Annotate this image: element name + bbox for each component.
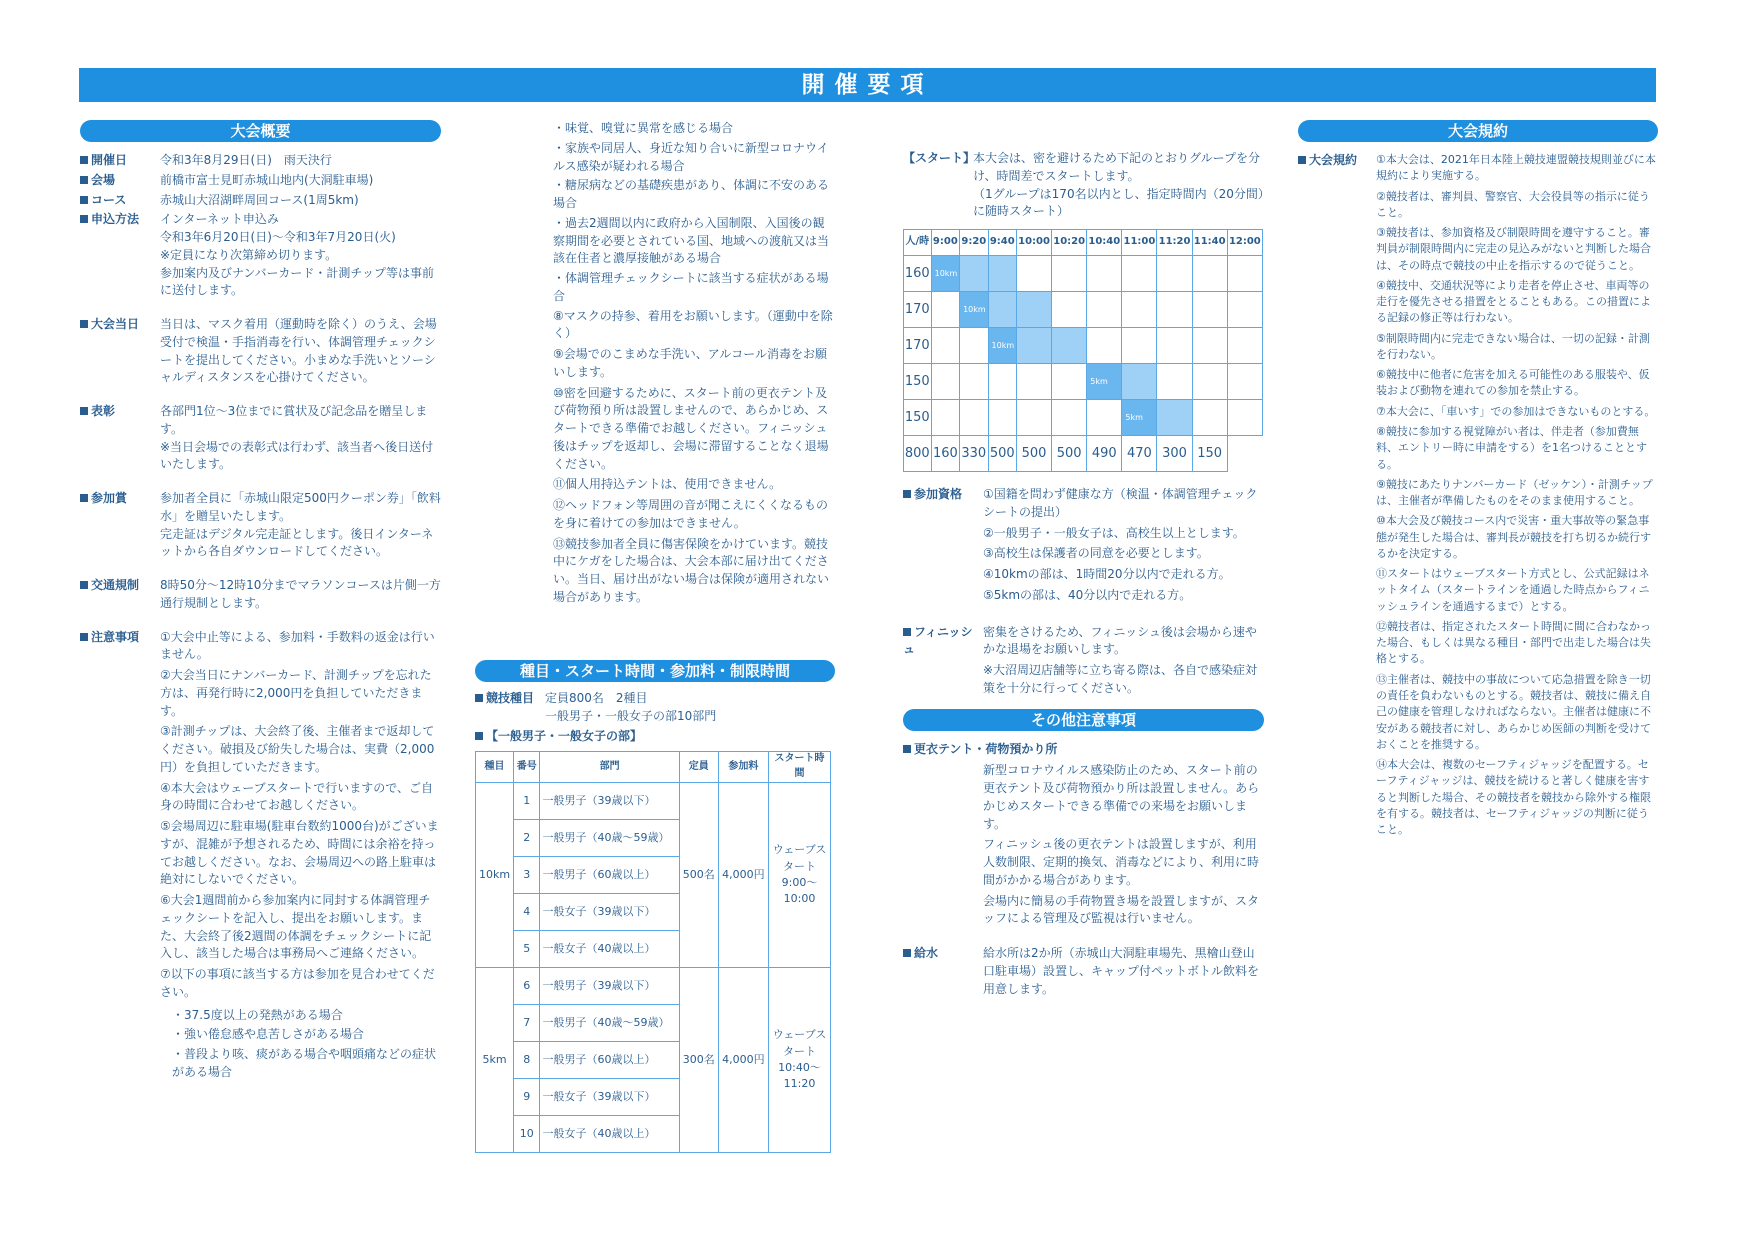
events-table (475, 751, 831, 1153)
schedule-slot-cell (1122, 328, 1157, 364)
schedule-slot-cell (988, 292, 1016, 328)
overview-value (160, 490, 441, 561)
rule-item: ⑨競技にあたりナンバーカード（ゼッケン）・計測チップは、主催者が準備したものをそのまま使用すること。 (1376, 477, 1653, 508)
schedule-slot-cell (1122, 364, 1157, 400)
schedule-time-cell: 10:20 (1052, 230, 1087, 256)
fee-cell: 4,000円 (718, 967, 768, 1152)
note-item: ⑫ヘッドフォン等周囲の音が聞こえにくくなるものを身に着けての参加はできません。 (553, 498, 829, 530)
overview-line: ※当日会場での表彰式は行わず、該当者へ後日送付いたします。 (160, 439, 434, 472)
overview-line: 前橋市富士見町赤城山地内(大洞駐車場) (160, 172, 374, 187)
overview-row (80, 403, 441, 474)
schedule-slot-cell (1157, 364, 1192, 400)
schedule-slot-cell (1157, 292, 1192, 328)
overview-line: 令和3年6月20日(日)〜令和3年7月20日(火) (160, 230, 396, 244)
note-item: ⑩密を回避するために、スタート前の更衣テント及び荷物預り所は設置しませんので、あらかじめ、スタートできる準備でお越しください。フィニッシュ後はチップを返却し、会場に滞留することなく退場ください。 (553, 385, 829, 471)
rule-item: ⑧競技に参加する視覚障がい者は、伴走者（参加費無料、エントリー時に申請をする）を1名つけることとする。 (1376, 424, 1647, 471)
caution-item: ④本大会はウェーブスタートで行いますので、ご自身の時間に合わせてお越しください。 (160, 780, 433, 813)
overview-line: ※定員になり次第締め切ります。 (160, 247, 338, 262)
schedule-slot-cell (931, 328, 959, 364)
fee-cell: 4,000円 (718, 782, 768, 967)
note-item: ⑨会場でのこまめな手洗い、アルコール消毒をお願いします。 (553, 347, 828, 379)
cautions-row (80, 629, 441, 1005)
rule-item: ③競技者は、参加資格及び制限時間を遵守すること。審判員が制限時間内に完走の見込みがないと判断した場合は、その時点で競技の中止を指示するので従うこと。 (1376, 226, 1651, 272)
qualification-item: ②一般男子・一般女子は、高校生以上とします。 (983, 525, 1245, 540)
rule-item: ②競技者は、審判員、警察官、大会役員等の指示に従うこと。 (1376, 189, 1650, 219)
capacity-cell: 300名 (679, 967, 718, 1152)
schedule-slot-cell (1227, 256, 1262, 292)
schedule-total-cell: 300 (1157, 436, 1192, 472)
spacer (80, 476, 441, 490)
rule-item: ④競技中、交通状況等により走者を停止させ、車両等の走行を優先させる措置をとることもある。この措置による記録の修正等は行わない。 (1376, 278, 1651, 325)
qualification-item: ①国籍を問わず健康な方（検温・体調管理チェックシートの提出） (983, 487, 1258, 519)
number-cell: 2 (514, 819, 540, 856)
overview-label: 申込方法 (80, 211, 160, 300)
schedule-slot-cell (1157, 328, 1192, 364)
rule-item: ⑭本大会は、複数のセーフティジャッジを配置する。セーフティジャッジは、競技を続けると著しく健康を害すると判断した場合、その競技者を競技から除外する権限を有する。競技者は、セーフティジャッジの判断に従うこと。 (1376, 758, 1651, 837)
note-item: ⑬競技参加者全員に傷害保険をかけています。競技中にケガをした場合は、大会本部に届け出てください。当日、届け出がない場合は保険が適用されない場合があります。 (553, 536, 830, 604)
start-schedule-table (903, 229, 1263, 472)
division-cell: 一般女子（40歳以上） (540, 1115, 679, 1152)
overview-value (160, 172, 441, 190)
division-cell: 一般女子（39歳以下） (540, 893, 679, 930)
qualification-item: ⑤5kmの部は、40分以内で走れる方。 (983, 587, 1192, 602)
schedule-time-cell: 人/時 (904, 230, 932, 256)
division-cell: 一般男子（40歳〜59歳） (540, 819, 679, 856)
schedule-time-cell: 11:00 (1122, 230, 1157, 256)
schedule-slot-cell (1052, 364, 1087, 400)
overview-line: インターネット申込み (160, 212, 279, 227)
schedule-time-cell: 11:20 (1157, 230, 1192, 256)
schedule-slot-cell (960, 328, 988, 364)
schedule-slot-cell: 5km (1122, 400, 1157, 436)
schedule-slot-cell (988, 400, 1016, 436)
schedule-slot-cell (1157, 400, 1192, 436)
schedule-slot-cell (960, 256, 988, 292)
schedule-header-row (904, 230, 1263, 256)
caution-item: ②大会当日にナンバーカード、計測チップを忘れた方は、再発行時に2,000円を負担していただきます。 (160, 668, 432, 718)
bullet-item: ・糖尿病などの基礎疾患があり、体調に不安のある場合 (553, 178, 830, 210)
overview-line: 参加案内及びナンバーカード・計測チップ等は事前に送付します。 (160, 265, 434, 298)
tent-line: 新型コロナウイルス感染防止のため、スタート前の更衣テント及び荷物預かり所は設置しません。あらかじめスタートできる準備での来場をお願いします。 (983, 763, 1260, 831)
overview-label: 参加賞 (80, 490, 160, 561)
schedule-slot-cell (1052, 400, 1087, 436)
schedule-slot-cell (1087, 292, 1122, 328)
schedule-time-cell: 12:00 (1227, 230, 1262, 256)
schedule-slot-cell (1192, 328, 1227, 364)
events-row (475, 690, 837, 726)
overview-line: 8時50分〜12時10分までマラソンコースは片側一方通行規制とします。 (160, 578, 441, 610)
overview-value (160, 316, 441, 387)
schedule-slot-cell (1227, 400, 1262, 436)
caution-item: ①大会中止等による、参加料・手数料の返金は行いません。 (160, 629, 435, 662)
schedule-row (904, 328, 1263, 364)
events-header-cell: 種目 (476, 752, 514, 783)
events-header-cell: 部門 (540, 752, 679, 783)
schedule-slot-cell: 5km (1087, 364, 1122, 400)
water-row (903, 945, 1264, 1001)
schedule-slot-cell (1087, 400, 1122, 436)
tent-line: フィニッシュ後の更衣テントは設置しますが、利用人数制限、定期的換気、消毒などにより、利用に時間がかかる場合があります。 (983, 837, 1260, 887)
finish-line: 密集をさけるため、フィニッシュ後は会場から速やかな退場をお願いします。 (983, 624, 1257, 657)
start-time-cell: ウェーブスタート10:40〜11:20 (769, 967, 831, 1152)
rule-item: ⑥競技中に他者に危害を加える可能性のある服装や、仮装および動物を連れての参加を禁止する。 (1376, 368, 1650, 398)
schedule-slot-cell (960, 364, 988, 400)
schedule-total-cell: 470 (1122, 436, 1157, 472)
schedule-row (904, 364, 1263, 400)
schedule-slot-cell (988, 364, 1016, 400)
rules-list (1376, 152, 1658, 842)
schedule-slot-cell (1192, 400, 1227, 436)
overview-label: 表彰 (80, 403, 160, 474)
start-column (903, 150, 1264, 1003)
tent-label: 更衣テント・荷物預かり所 (903, 741, 1264, 759)
schedule-slot-cell (931, 400, 959, 436)
overview-label: コース (80, 192, 160, 210)
schedule-count-cell: 150 (904, 364, 932, 400)
rule-item: ⑬主催者は、競技中の事故について応急措置を除き一切の責任を負わないものとする。競技者は、競技に備え自己の健康を管理しなければならない。主催者は健康に不安がある競技者に対し、あらかじめ医師の判断を受けておくことを推奨する。 (1376, 672, 1651, 751)
events-lines (545, 690, 837, 726)
start-time-cell: ウェーブスタート9:00〜10:00 (769, 782, 831, 967)
number-cell: 5 (514, 930, 540, 967)
number-cell: 8 (514, 1041, 540, 1078)
schedule-slot-cell (1087, 256, 1122, 292)
schedule-total-row (904, 436, 1263, 472)
qualification-list (983, 486, 1264, 608)
schedule-count-cell: 150 (904, 400, 932, 436)
bullet-item: ・普段より咳、痰がある場合や咽頭痛などの症状がある場合 (172, 1047, 437, 1079)
note-item: ⑪個人用持込テントは、使用できません。 (553, 477, 782, 492)
cautions-list (160, 629, 441, 1005)
schedule-slot-cell (1157, 256, 1192, 292)
division-cell: 一般男子（39歳以下） (540, 782, 679, 819)
schedule-slot-cell (1016, 256, 1051, 292)
table-row (476, 782, 831, 819)
schedule-count-cell: 170 (904, 292, 932, 328)
bullet-item: ・強い倦怠感や息苦しさがある場合 (172, 1027, 365, 1042)
schedule-total-cell: 500 (988, 436, 1016, 472)
exclusion-bullets-b (553, 120, 835, 306)
number-cell: 6 (514, 967, 540, 1004)
finish-lines (983, 624, 1264, 701)
overview-label: 大会当日 (80, 316, 160, 387)
events-header-cell: 定員 (679, 752, 718, 783)
rules-heading: 大会規約 (1298, 120, 1658, 142)
schedule-slot-cell (1016, 364, 1051, 400)
schedule-slot-cell (1052, 292, 1087, 328)
overview-line: 当日は、マスク着用（運動時を除く）のうえ、会場受付で検温・手指消毒を行い、体調管理チェックシートを提出してください。小まめな手洗いとソーシャルディスタンスを心掛けてください。 (160, 317, 437, 385)
water-lines (983, 945, 1264, 1001)
events-section (475, 690, 837, 1153)
events-line: 定員800名 2種目 (545, 691, 648, 705)
bullet-item: ・過去2週間以内に政府から入国制限、入国後の観察期間を必要とされている国、地域への渡航又は当該在住者と濃厚接触がある場合 (553, 215, 830, 266)
overview-value (160, 192, 441, 210)
schedule-slot-cell (960, 400, 988, 436)
division-cell: 一般男子（60歳以上） (540, 1041, 679, 1078)
water-label: 給水 (903, 945, 983, 1001)
exclusion-bullets-a (80, 1007, 441, 1082)
schedule-slot-cell: 10km (931, 256, 959, 292)
schedule-time-cell: 10:00 (1016, 230, 1051, 256)
events-header-cell: スタート時間 (769, 752, 831, 783)
finish-row (903, 624, 1264, 701)
capacity-cell: 500名 (679, 782, 718, 967)
schedule-slot-cell (931, 364, 959, 400)
schedule-slot-cell (1192, 256, 1227, 292)
bullet-item: ・37.5度以上の発熱がある場合 (172, 1007, 343, 1022)
schedule-row (904, 256, 1263, 292)
events-header-cell: 番号 (514, 752, 540, 783)
schedule-time-cell: 9:40 (988, 230, 1016, 256)
water-line: 給水所は2か所（赤城山大洞駐車場先、黒檜山登山口駐車場）設置し、キャップ付ペットボトル飲料を用意します。 (983, 946, 1260, 996)
overview-value (160, 403, 441, 474)
division-cell: 一般男子（39歳以下） (540, 967, 679, 1004)
qualification-item: ③高校生は保護者の同意を必要とします。 (983, 546, 1209, 561)
note-item: ⑧マスクの持参、着用をお願いします。（運動中を除く） (553, 308, 833, 341)
schedule-count-cell: 170 (904, 328, 932, 364)
overview-row (80, 192, 441, 210)
rule-item: ⑦本大会に、「車いす」での参加はできないものとする。 (1376, 404, 1656, 418)
overview-line: 令和3年8月29日(日) 雨天決行 (160, 153, 332, 167)
schedule-row (904, 292, 1263, 328)
schedule-slot-cell (1122, 292, 1157, 328)
schedule-slot-cell (1122, 256, 1157, 292)
bullet-item: ・体調管理チェックシートに該当する症状がある場合 (553, 271, 829, 303)
event-cell: 10km (476, 782, 514, 967)
overview-line: 各部門1位〜3位までに賞状及び記念品を贈呈します。 (160, 404, 428, 436)
overview-row (80, 172, 441, 190)
overview-label: 交通規制 (80, 577, 160, 613)
events-header-cell: 参加料 (718, 752, 768, 783)
schedule-total-cell: 150 (1192, 436, 1227, 472)
schedule-slot-cell (1052, 328, 1087, 364)
table-row (476, 967, 831, 1004)
cautions-label: 注意事項 (80, 629, 160, 1005)
number-cell: 10 (514, 1115, 540, 1152)
schedule-time-cell: 9:20 (960, 230, 988, 256)
schedule-slot-cell: 10km (988, 328, 1016, 364)
overview-line: 完走証はデジタル完走証とします。後日インターネットから各自ダウンロードしてください。 (160, 526, 434, 559)
start-row (903, 150, 1264, 221)
notes-column (553, 120, 835, 610)
overview-label: 開催日 (80, 152, 160, 170)
rule-item: ⑩本大会及び競技コース内で災害・重大事故等の緊急事態が発生した場合は、審判長が競技を打ち切るか続行するかを決定する。 (1376, 514, 1651, 560)
division-cell: 一般女子（39歳以下） (540, 1078, 679, 1115)
overview-row (80, 211, 441, 300)
overview-label: 会場 (80, 172, 160, 190)
qualification-label: 参加資格 (903, 486, 983, 608)
rules-row (1298, 152, 1658, 842)
spacer (80, 615, 441, 629)
schedule-count-cell: 160 (904, 256, 932, 292)
qualification-row (903, 486, 1264, 608)
caution-item: ⑦以下の事項に該当する方は参加を見合わせてください。 (160, 967, 435, 999)
overview-items (80, 152, 441, 629)
overview-row (80, 316, 441, 387)
overview-value (160, 211, 441, 300)
number-cell: 3 (514, 856, 540, 893)
number-cell: 4 (514, 893, 540, 930)
schedule-total-cell: 490 (1087, 436, 1122, 472)
schedule-slot-cell (1227, 328, 1262, 364)
rules-label: 大会規約 (1298, 152, 1376, 842)
schedule-slot-cell (1087, 328, 1122, 364)
schedule-slot-cell (1016, 400, 1051, 436)
start-line: 本大会は、密を避けるため下記のとおりグループを分け、時間差でスタートします。 (973, 151, 1261, 183)
schedule-slot-cell (988, 256, 1016, 292)
schedule-slot-cell (1016, 328, 1051, 364)
overview-row (80, 490, 441, 561)
schedule-slot-cell (1016, 292, 1051, 328)
finish-line: ※大沼周辺店舗等に立ち寄る際は、各自で感染症対策を十分に行ってください。 (983, 663, 1258, 695)
overview-value (160, 152, 441, 170)
schedule-total-cell: 800 (904, 436, 932, 472)
schedule-slot-cell: 10km (960, 292, 988, 328)
other-notes-heading: その他注意事項 (903, 709, 1264, 731)
events-subheading: 【一般男子・一般女子の部】 (475, 728, 837, 746)
rule-item: ⑪スタートはウェーブスタート方式とし、公式記録はネットタイム（スタートラインを通過した時点からフィニッシュラインを通過するまで）とする。 (1376, 567, 1650, 613)
overview-column (80, 120, 441, 1084)
overview-value (160, 577, 441, 613)
schedule-slot-cell (1052, 256, 1087, 292)
number-cell: 7 (514, 1004, 540, 1041)
schedule-row (904, 400, 1263, 436)
schedule-total-cell: 500 (1052, 436, 1087, 472)
rule-item: ⑤制限時間内に完走できない場合は、一切の記録・計測を行わない。 (1376, 331, 1650, 361)
overview-row (80, 577, 441, 613)
division-cell: 一般女子（40歳以上） (540, 930, 679, 967)
schedule-slot-cell (1227, 364, 1262, 400)
spacer (80, 563, 441, 577)
qualification-item: ④10kmの部は、1時間20分以内で走れる方。 (983, 567, 1231, 581)
overview-line: 参加者全員に「赤城山限定500円クーポン券」「飲料水」を贈呈いたします。 (160, 491, 441, 523)
division-cell: 一般男子（40歳〜59歳） (540, 1004, 679, 1041)
notes-list (553, 308, 835, 607)
start-line: （1グループは170名以内とし、指定時間内（20分間）に随時スタート） (973, 186, 1264, 219)
main-title-banner: 開催要項 (79, 68, 1656, 102)
events-label: 競技種目 (475, 690, 545, 726)
caution-item: ③計測チップは、大会終了後、主催者まで返却してください。破損及び紛失した場合は、実費（2,000円）を負担していただきます。 (160, 724, 435, 774)
finish-label: フィニッシュ (903, 624, 983, 701)
schedule-slot-cell (1192, 292, 1227, 328)
events-table-header (476, 752, 831, 783)
schedule-slot-cell (931, 292, 959, 328)
start-label: 【スタート】 (903, 151, 976, 165)
bullet-item: ・家族や同居人、身近な知り合いに新型コロナウイルス感染が疑われる場合 (553, 140, 829, 173)
schedule-time-cell: 9:00 (931, 230, 959, 256)
caution-item: ⑤会場周辺に駐車場(駐車台数約1000台)がございますが、混雑が予想されるため、時間には余裕を持ってお越しください。なお、会場周辺への路上駐車は絶対にしないでください。 (160, 819, 439, 887)
events-table-body (476, 782, 831, 1152)
tent-line: 会場内に簡易の手荷物置き場を設置しますが、スタッフによる管理及び監視は行いません。 (983, 893, 1260, 926)
number-cell: 1 (514, 782, 540, 819)
rules-column (1298, 120, 1658, 844)
rule-item: ⑫競技者は、指定されたスタート時間に間に合わなかった場合、もしくは異なる種目・部門で出走した場合は失格とする。 (1376, 619, 1651, 666)
schedule-slot-cell (1192, 364, 1227, 400)
start-lines (973, 150, 1264, 221)
overview-row (80, 152, 441, 170)
events-line: 一般男子・一般女子の部10部門 (545, 708, 717, 723)
number-cell: 9 (514, 1078, 540, 1115)
events-heading: 種目・スタート時間・参加料・制限時間 (475, 660, 835, 682)
division-cell: 一般男子（60歳以上） (540, 856, 679, 893)
tent-lines (903, 762, 1264, 928)
schedule-time-cell: 10:40 (1087, 230, 1122, 256)
caution-item: ⑥大会1週間前から参加案内に同封する体調管理チェックシートを記入し、提出をお願いします。また、大会終了後2週間の体調をチェックシートに記入し、該当した場合は事務局へご連絡ください。 (160, 893, 432, 961)
overview-heading: 大会概要 (80, 120, 441, 142)
schedule-time-cell: 11:40 (1192, 230, 1227, 256)
rule-item: ①本大会は、2021年日本陸上競技連盟競技規則並びに本規約により実施する。 (1376, 153, 1656, 183)
event-cell: 5km (476, 967, 514, 1152)
schedule-total-cell: 330 (960, 436, 988, 472)
overview-line: 赤城山大沼湖畔周回コース(1周5km) (160, 192, 359, 207)
spacer (80, 389, 441, 403)
schedule-total-cell: 500 (1016, 436, 1051, 472)
bullet-item: ・味覚、嗅覚に異常を感じる場合 (553, 121, 734, 135)
schedule-total-cell: 160 (931, 436, 959, 472)
spacer (80, 302, 441, 316)
schedule-slot-cell (1227, 292, 1262, 328)
